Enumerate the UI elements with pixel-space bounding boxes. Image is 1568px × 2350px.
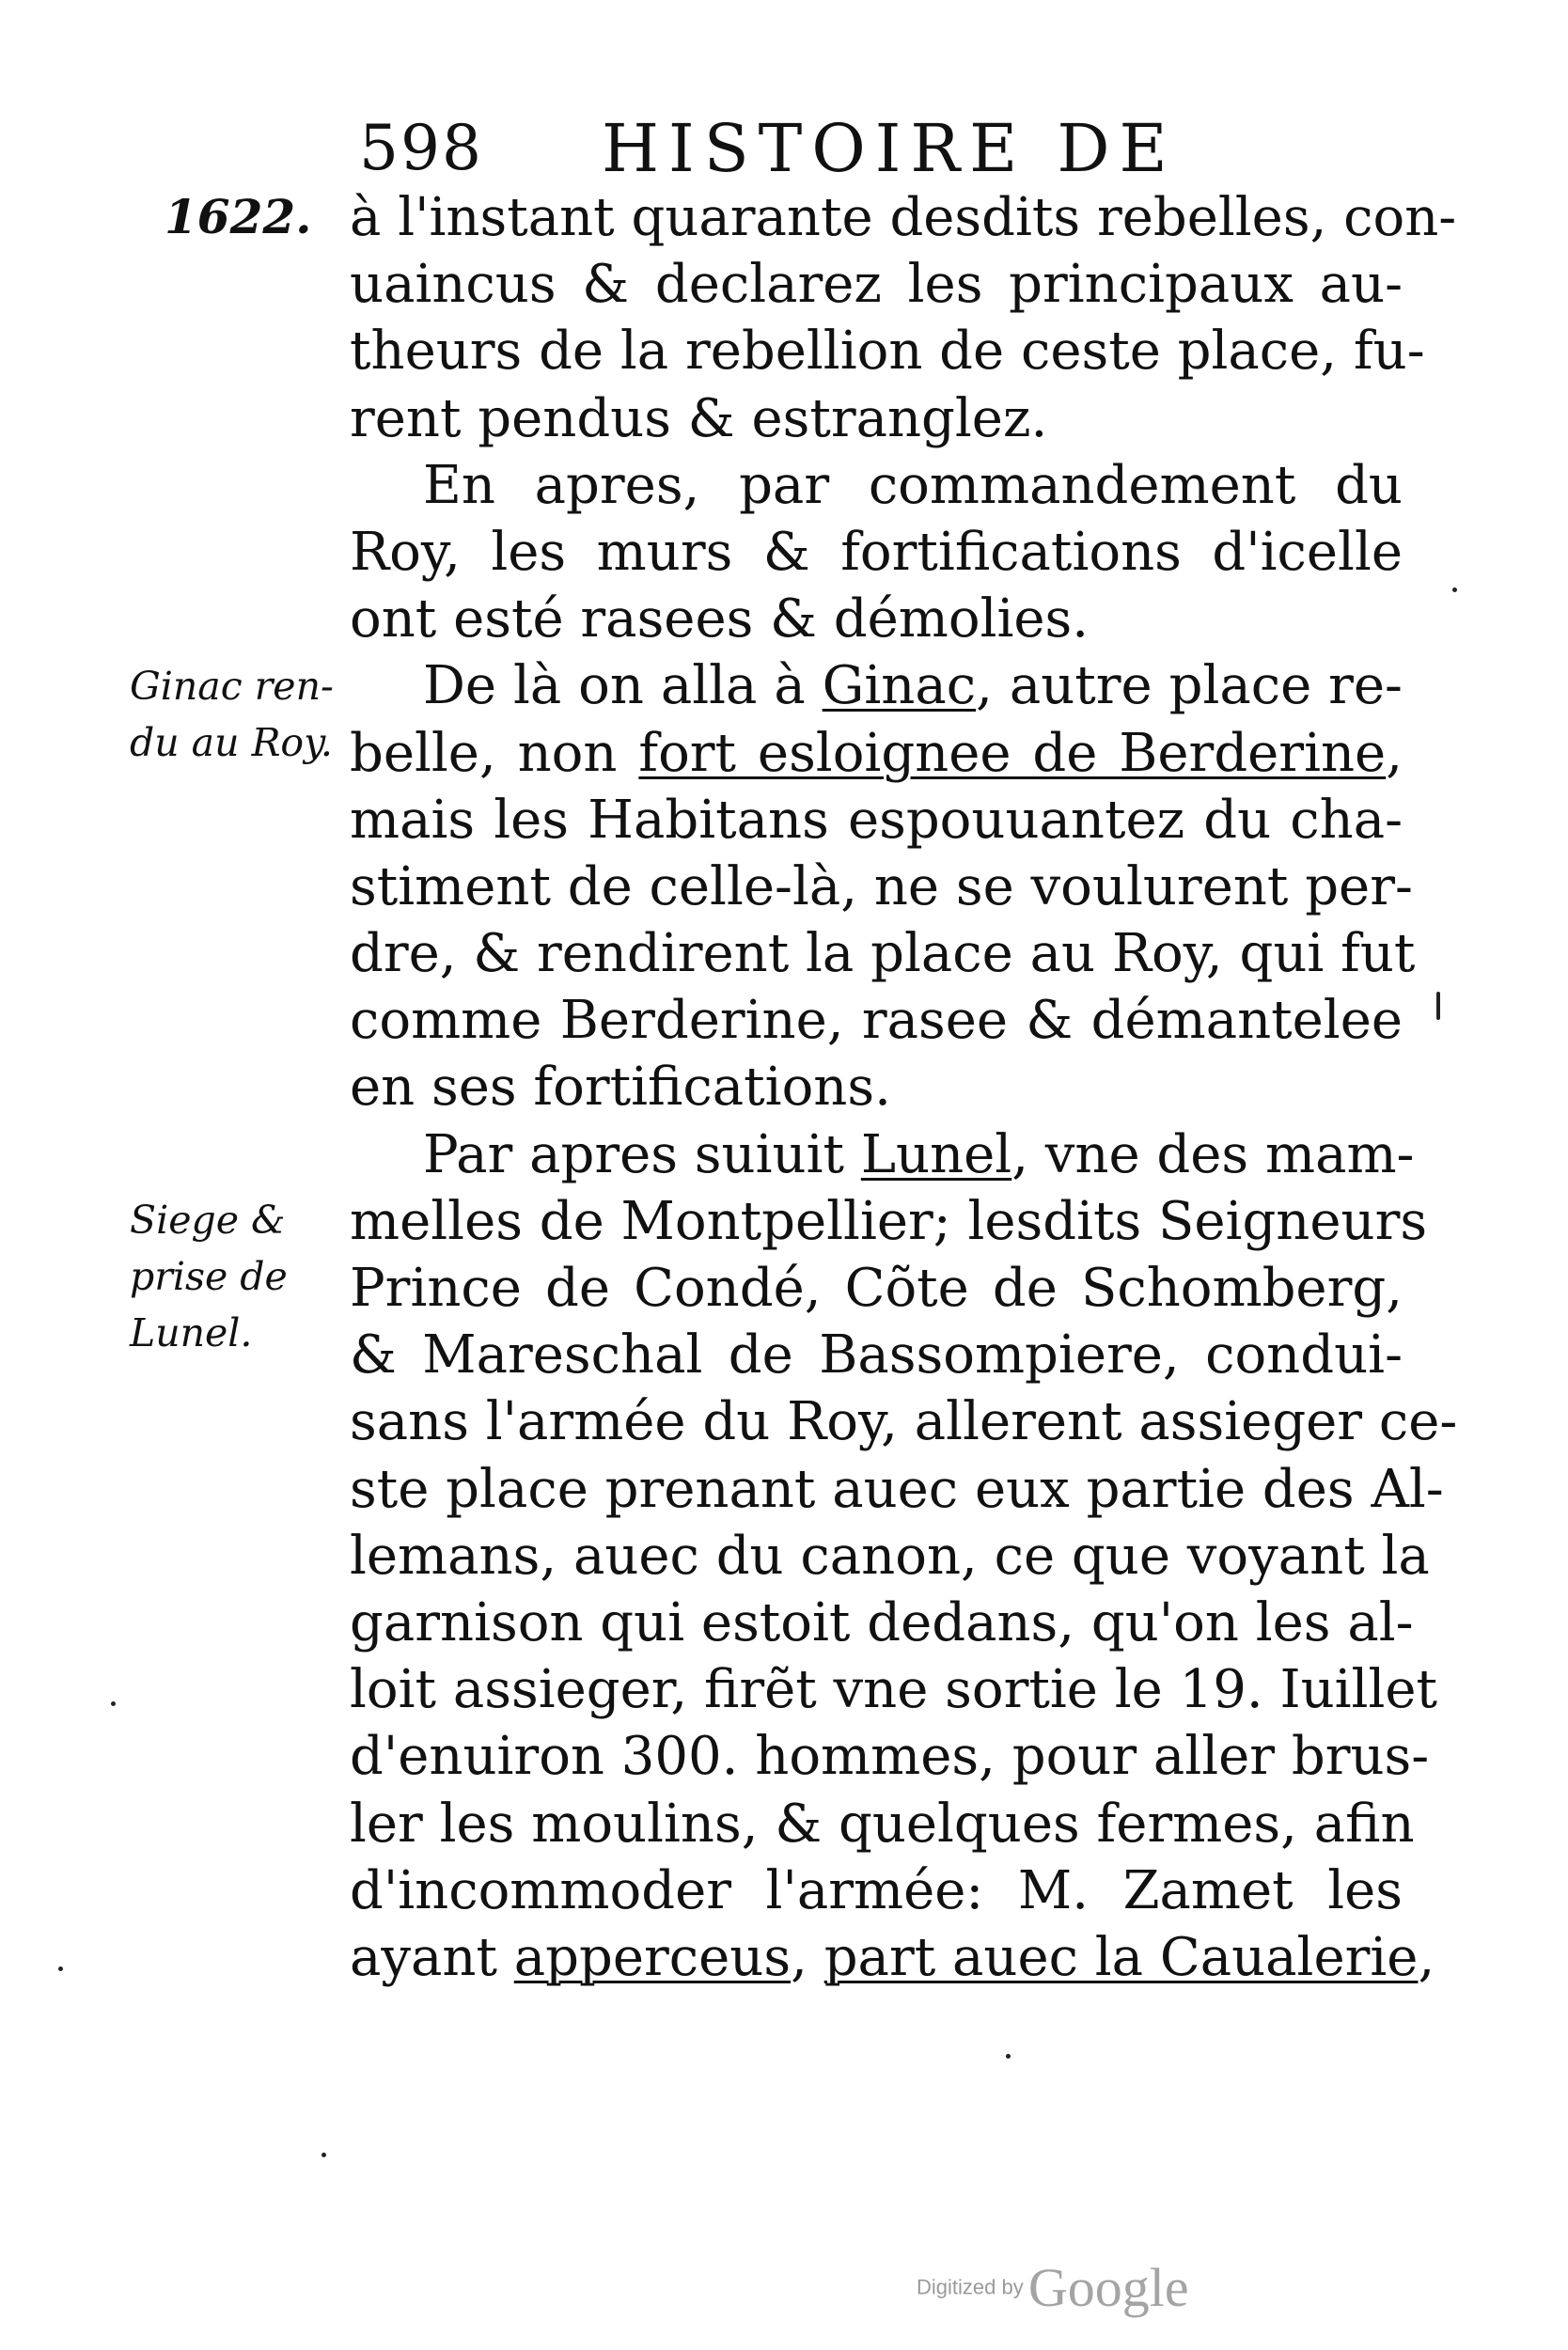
running-title: HISTOIRE DE xyxy=(602,110,1177,187)
text-line: ler les moulins, & quelques fermes, afin xyxy=(350,1793,1415,1855)
text-line: Roy, les murs & fortifications d'icelle xyxy=(350,521,1403,583)
page-number: 598 xyxy=(359,112,483,184)
text-line: De là on alla à Ginac, autre place re- xyxy=(423,655,1403,717)
text-line: comme Berderine, rasee & démantelee xyxy=(350,990,1403,1052)
scan-speck xyxy=(321,2153,326,2157)
margin-note-lunel xyxy=(130,1192,351,1361)
running-head xyxy=(0,111,1568,186)
text-line: dre, & rendirent la place au Roy, qui fut xyxy=(350,923,1416,985)
margin-year: 1622. xyxy=(165,189,312,244)
text-line: garnison qui estoit dedans, qu'on les al- xyxy=(350,1591,1414,1653)
text-line: ayant apperceus, part auec la Caualerie, xyxy=(350,1926,1435,1988)
underlined-text: Ginac xyxy=(822,655,977,717)
google-logo-text: Google xyxy=(1027,2257,1189,2318)
text-line: à l'instant quarante desdits rebelles, con- xyxy=(350,187,1457,248)
text-line: & Mareschal de Bassompiere, condui- xyxy=(350,1324,1403,1386)
text-line: loit assieger, firẽt vne sortie le 19. Iuillet xyxy=(350,1659,1438,1721)
margin-note-line: Ginac ren- xyxy=(130,664,334,709)
scan-speck xyxy=(1452,588,1457,592)
text-line: Par apres suiuit Lunel, vne des mam- xyxy=(423,1123,1415,1185)
underlined-text: Lunel xyxy=(860,1123,1012,1185)
scan-speck xyxy=(1006,2054,1011,2059)
body-text xyxy=(350,184,1458,1991)
text-line: uaincus & declarez les principaux au- xyxy=(350,254,1403,316)
text-line: belle, non fort esloignee de Berderine, xyxy=(350,722,1403,784)
text-line: theurs de la rebellion de ceste place, fu- xyxy=(350,321,1425,383)
text-line: En apres, par commandement du xyxy=(423,454,1403,516)
text-line: sans l'armée du Roy, allerent assieger ce- xyxy=(350,1391,1458,1453)
underlined-text: fort esloignee de Berderine xyxy=(638,722,1387,784)
scan-speck xyxy=(111,1701,116,1706)
text-line: stiment de celle-là, ne se voulurent per- xyxy=(350,855,1413,917)
scan-speck xyxy=(1436,992,1440,1020)
text-line: lemans, auec du canon, ce que voyant la xyxy=(350,1525,1430,1587)
margin-note-line: prise de xyxy=(130,1254,288,1299)
margin-note-line: Siege & xyxy=(130,1198,286,1243)
text-line: Prince de Condé, Cõte de Schomberg, xyxy=(350,1258,1403,1319)
digitized-by-label: Digitized by xyxy=(917,2275,1024,2299)
margin-note-ginac xyxy=(130,658,351,771)
text-line: ste place prenant auec eux partie des Al- xyxy=(350,1458,1444,1520)
text-line: d'enuiron 300. hommes, pour aller brus- xyxy=(350,1726,1430,1788)
text-line: mais les Habitans espouuantez du cha- xyxy=(350,789,1403,851)
text-line: en ses fortifications. xyxy=(350,1057,891,1119)
text-line: ont esté rasees & démolies. xyxy=(350,588,1090,650)
margin-note-line: du au Roy. xyxy=(130,720,333,765)
text-line: d'incommoder l'armée: M. Zamet les xyxy=(350,1859,1403,1921)
text-line: rent pendus & estranglez. xyxy=(350,387,1048,449)
underlined-text: part auec la Caualerie xyxy=(823,1926,1419,1988)
text-line: melles de Montpellier; lesdits Seigneurs xyxy=(350,1190,1428,1252)
margin-note-line: Lunel. xyxy=(130,1310,253,1355)
scan-speck xyxy=(58,1966,63,1971)
digitized-by-google-watermark xyxy=(917,2256,1189,2322)
underlined-text: apperceus xyxy=(513,1926,792,1988)
